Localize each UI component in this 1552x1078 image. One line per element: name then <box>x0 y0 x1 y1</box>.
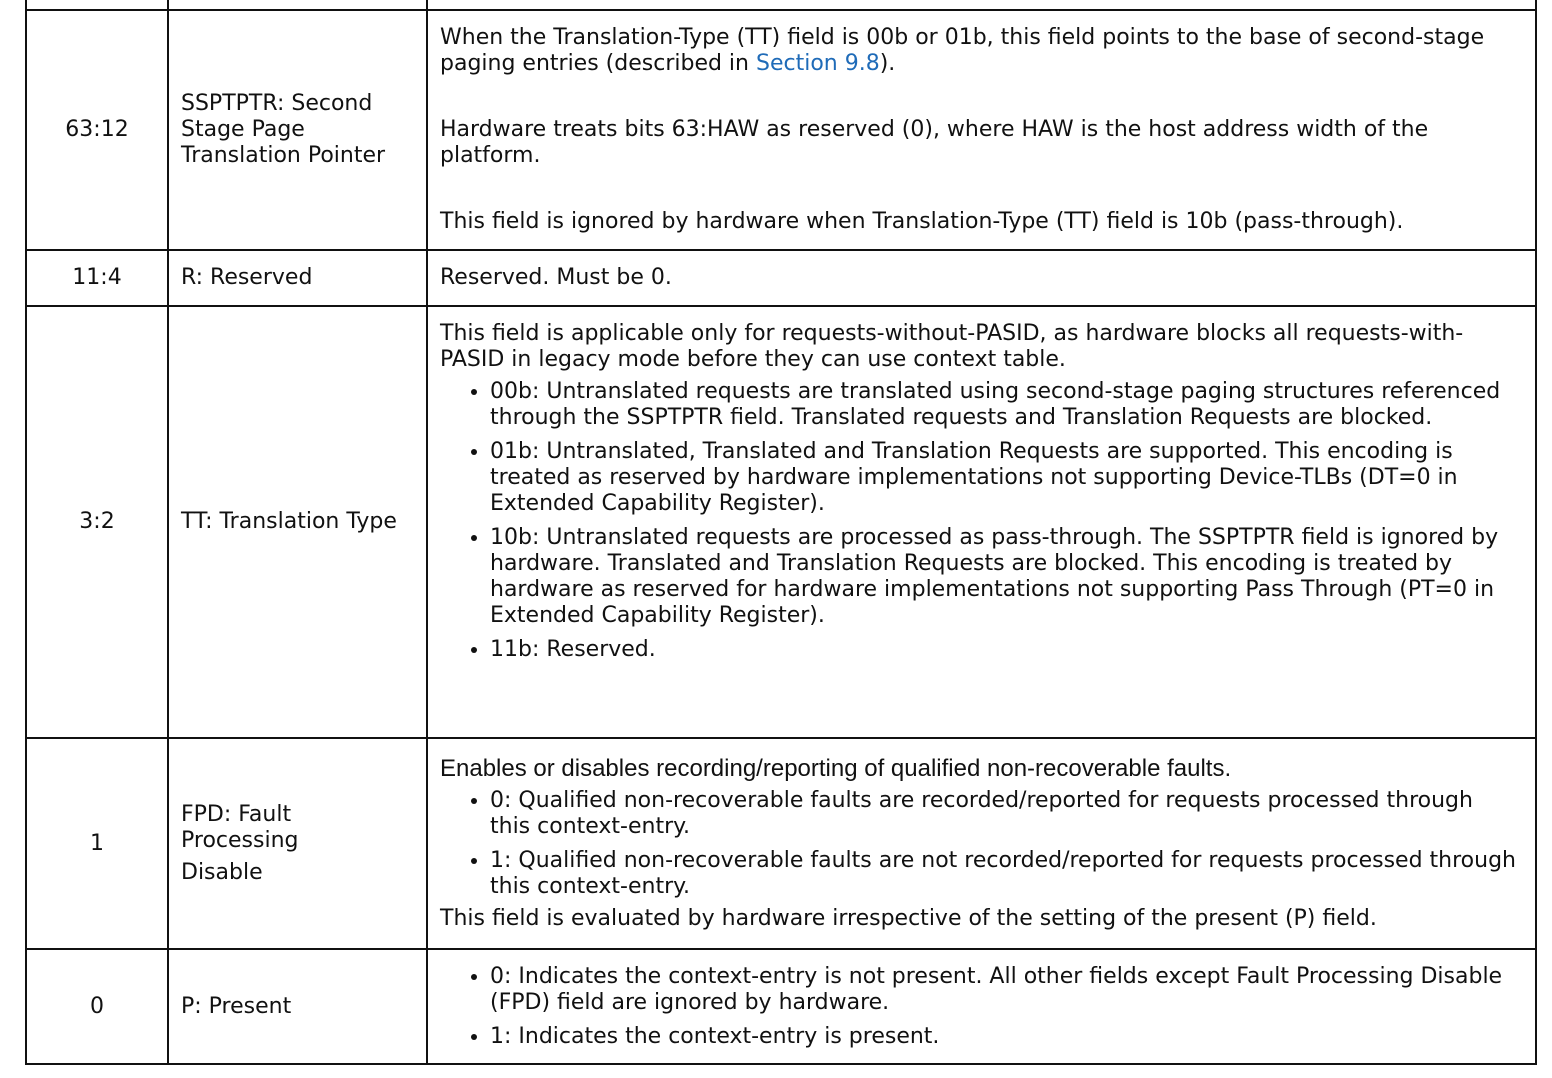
field-name-cell: SSPTPTR: Second Stage Page Translation Pointer <box>168 10 427 250</box>
table-row-translation-type <box>26 306 1536 738</box>
description-cell <box>427 0 1536 10</box>
description-paragraph: This field is ignored by hardware when Translation-Type (TT) field is 10b (pass-through). <box>440 209 1404 234</box>
list-item: • 10b: Untranslated requests are processed as pass-through. The SSPTPTR field is ignored by hardware. Translated and Translation Requests are blocked. This encoding is treated by hardware as reserved for hardware implementations not supporting Pass Through (PT=0 in Extended Capability Register). <box>490 525 1519 629</box>
bullet-list <box>440 788 1519 900</box>
field-name-cell: FPD: Fault Processing Disable <box>168 738 427 949</box>
table-row-fault-processing-disable <box>26 738 1536 949</box>
list-item: • 1: Indicates the context-entry is present. <box>490 1024 1519 1050</box>
bullet-list <box>440 379 1519 663</box>
description-paragraph: This field is applicable only for requests-without-PASID, as hardware blocks all requests-with-PASID in legacy mode before they can use context table. <box>440 321 1464 372</box>
field-name-cell: R: Reserved <box>168 250 427 306</box>
bits-cell: 63:12 <box>26 10 168 250</box>
list-item: • 11b: Reserved. <box>490 637 1519 663</box>
bits-cell: 0 <box>26 949 168 1064</box>
description-cell <box>427 738 1536 949</box>
field-name-cell: P: Present <box>168 949 427 1064</box>
bits-cell: 11:4 <box>26 250 168 306</box>
list-item: • 00b: Untranslated requests are translated using second-stage paging structures referenced through the SSPTPTR field. Translated requests and Translation Requests are blocked. <box>490 379 1519 431</box>
bits-cell: 1 <box>26 738 168 949</box>
bits-cell: 3:2 <box>26 306 168 738</box>
description-cell <box>427 10 1536 250</box>
table-row-present <box>26 949 1536 1064</box>
bits-cell <box>26 0 168 10</box>
description-cell: Reserved. Must be 0. <box>427 250 1536 306</box>
field-cell <box>168 0 427 10</box>
description-cell <box>427 306 1536 738</box>
description-paragraph: Hardware treats bits 63:HAW as reserved (0), where HAW is the host address width of the platform. <box>440 117 1429 168</box>
description-paragraph: Enables or disables recording/reporting of qualified non-recoverable faults. <box>440 754 1232 782</box>
section-9-8-link[interactable]: Section 9.8 <box>755 51 880 76</box>
table-row-ssptptr <box>26 10 1536 250</box>
table-row-partial <box>26 0 1536 10</box>
field-name-cell: TT: Translation Type <box>168 306 427 738</box>
bullet-list <box>440 964 1519 1050</box>
list-item: • 01b: Untranslated, Translated and Translation Requests are supported. This encoding is treated as reserved by hardware implementations not supporting Device-TLBs (DT=0 in Extended Capability Register). <box>490 439 1519 517</box>
context-entry-field-table <box>25 0 1537 1065</box>
description-paragraph: This field is evaluated by hardware irrespective of the setting of the present (P) field. <box>440 905 1377 931</box>
description-paragraph: When the Translation-Type (TT) field is 00b or 01b, this field points to the base of second-stage paging entries (described in Section 9.8). <box>440 25 1485 76</box>
list-item: • 1: Qualified non-recoverable faults are not recorded/reported for requests processed through this context-entry. <box>490 848 1519 900</box>
table-row-reserved <box>26 250 1536 306</box>
list-item: • 0: Qualified non-recoverable faults are recorded/reported for requests processed through this context-entry. <box>490 788 1519 840</box>
list-item: • 0: Indicates the context-entry is not present. All other fields except Fault Processing Disable (FPD) field are ignored by hardware. <box>490 964 1519 1016</box>
description-cell <box>427 949 1536 1064</box>
